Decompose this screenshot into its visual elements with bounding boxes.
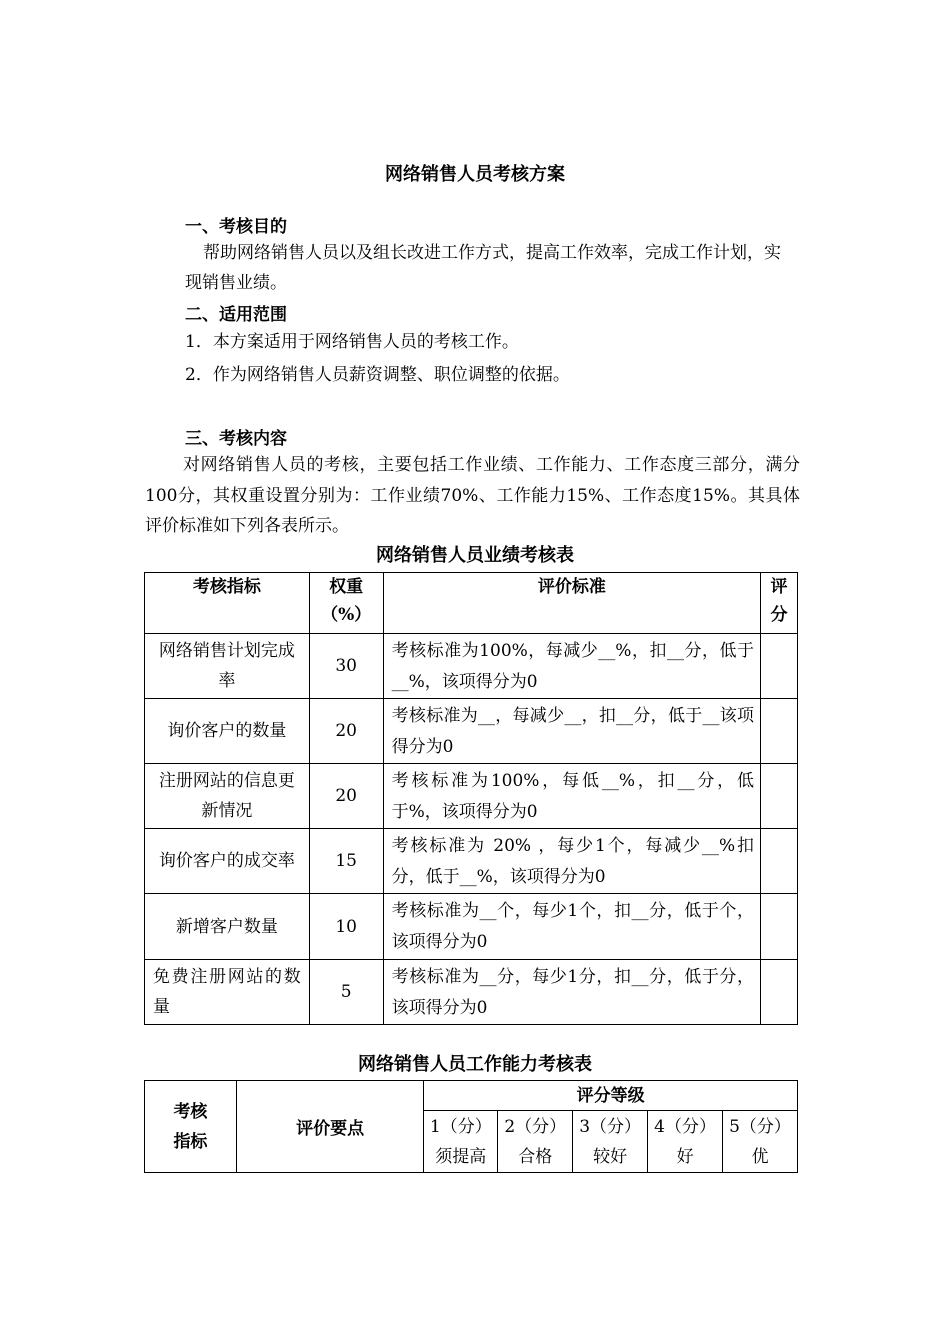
section-1-heading: 一、考核目的	[185, 217, 287, 237]
row2-indicator: 询价客户的数量	[145, 699, 310, 764]
row2-weight: 20	[309, 699, 383, 764]
row4-weight: 15	[309, 829, 383, 894]
section-1-body: 帮助网络销售人员以及组长改进工作方式，提高工作效率，完成工作计划，实现销售业绩。	[185, 243, 781, 293]
level-4-label: 好	[676, 1146, 694, 1167]
level-1-score: 1（分）	[429, 1116, 492, 1137]
table-row	[145, 764, 798, 829]
level-5	[723, 1111, 798, 1173]
ability-table	[144, 1080, 798, 1173]
section-3-heading: 三、考核内容	[185, 429, 287, 449]
row6-standard: 考核标准为__分，每少1分，扣__分，低于分，该项得分为0	[383, 960, 760, 1025]
row5-indicator: 新增客户数量	[145, 894, 310, 960]
level-5-label: 优	[751, 1146, 769, 1167]
section-1-text	[185, 238, 797, 298]
table1-header-indicator: 考核指标	[145, 573, 310, 634]
row4-score	[761, 829, 798, 894]
level-2	[498, 1111, 573, 1173]
row6-weight: 5	[309, 960, 383, 1025]
row1-indicator: 网络销售计划完成率	[145, 634, 310, 699]
table1-header-score-line2: 分	[770, 605, 788, 625]
section-2-item-2: 2．作为网络销售人员薪资调整、职位调整的依据。	[185, 365, 570, 385]
row3-weight: 20	[309, 764, 383, 829]
row3-indicator: 注册网站的信息更新情况	[145, 764, 310, 829]
row3-score	[761, 764, 798, 829]
table1-header-score-line1: 评	[770, 577, 788, 597]
row2-standard: 考核标准为__，每减少__，扣__分，低于__该项得分为0	[383, 699, 760, 764]
section-2-item-1: 1．本方案适用于网络销售人员的考核工作。	[185, 332, 519, 352]
table1-header-weight-line1: 权重	[329, 577, 364, 597]
table-row	[145, 634, 798, 699]
section-2-heading: 二、适用范围	[185, 305, 287, 325]
table-row	[145, 894, 798, 960]
level-4	[648, 1111, 723, 1173]
row5-weight: 10	[309, 894, 383, 960]
table1-header-standard: 评价标准	[383, 573, 760, 634]
level-2-score: 2（分）	[504, 1116, 567, 1137]
row2-score	[761, 699, 798, 764]
row1-score	[761, 634, 798, 699]
table2-header-points: 评价要点	[236, 1081, 423, 1173]
level-4-score: 4（分）	[654, 1116, 716, 1137]
table1-header-score	[761, 573, 798, 634]
row6-score	[761, 960, 798, 1025]
section-3-text: 对网络销售人员的考核，主要包括工作业绩、工作能力、工作态度三部分，满分100分，其权重设置分别为：工作业绩70%、工作能力15%、工作态度15%。其具体评价标准如下列各表所示。	[145, 455, 800, 536]
table1-header-weight-line2: （%）	[321, 605, 372, 625]
row4-indicator: 询价客户的成交率	[145, 829, 310, 894]
table2-header-grade: 评分等级	[424, 1081, 798, 1111]
level-3-score: 3（分）	[579, 1116, 642, 1137]
table-row	[145, 829, 798, 894]
level-3	[573, 1111, 648, 1173]
table1-caption: 网络销售人员业绩考核表	[376, 545, 574, 566]
row1-standard: 考核标准为100%，每减少__%，扣__分，低于__%，该项得分为0	[383, 634, 760, 699]
row5-score	[761, 894, 798, 960]
level-3-label: 较好	[593, 1146, 628, 1167]
row3-standard: 考核标准为100%，每低__%，扣__分，低于%，该项得分为0	[383, 764, 760, 829]
row6-indicator: 免费注册网站的数量	[145, 960, 310, 1025]
row1-weight: 30	[309, 634, 383, 699]
level-2-label: 合格	[518, 1146, 553, 1167]
row5-standard: 考核标准为__个，每少1个，扣__分，低于个，该项得分为0	[383, 894, 760, 960]
table-row	[145, 699, 798, 764]
table1-header-row	[145, 573, 798, 634]
performance-table	[144, 572, 798, 1025]
row4-standard: 考核标准为 20% ，每少1个，每减少__%扣分，低于__%，该项得分为0	[383, 829, 760, 894]
level-1	[424, 1111, 498, 1173]
table-row	[145, 960, 798, 1025]
table2-header-indicator: 考核指标	[145, 1081, 237, 1173]
level-1-label: 须提高	[435, 1146, 487, 1167]
table1-header-weight	[309, 573, 383, 634]
table2-header-row	[145, 1081, 798, 1111]
table2-caption: 网络销售人员工作能力考核表	[358, 1054, 592, 1075]
document-title: 网络销售人员考核方案	[385, 164, 565, 185]
level-5-score: 5（分）	[729, 1116, 791, 1137]
